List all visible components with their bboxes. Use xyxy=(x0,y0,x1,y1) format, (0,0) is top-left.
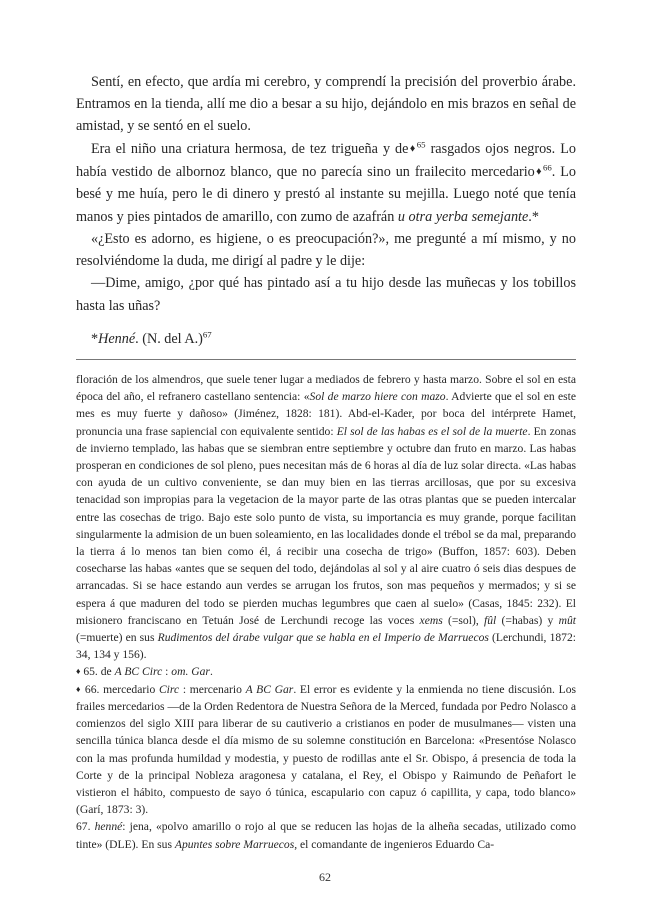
paragraph-4 xyxy=(76,272,576,316)
note-italic: Rudimentos del árabe vulgar que se habla en el Imperio de Marruecos xyxy=(157,631,489,645)
footnote-star: * xyxy=(91,330,99,347)
page-number: 62 xyxy=(319,870,331,884)
footnote-65 xyxy=(76,663,576,680)
note-text: : jena, «polvo amarillo o rojo al que se reducen las hojas de la alheña secadas, utilizado como tinte» (DLE). En sus xyxy=(76,820,576,851)
paragraph-1 xyxy=(76,71,576,138)
note-italic: om. Gar xyxy=(171,665,210,679)
p2-text-c: . Lo besé y me huía, pero le di dinero y prestó al instante su mejilla. Luego noté que tenía manos y pies pintados de amarillo, con zumo de azafrán xyxy=(76,163,577,225)
note-text: (=habas) y xyxy=(496,613,559,627)
note-text: : xyxy=(162,665,172,679)
note-text: . En zonas de invierno templado, las habas que se siembran entre septiembre y octubre dan fruto en marzo. Las habas prosperan en condiciones de sol pleno, pues necesitan más de 6 horas al día de luz solar directa. «Las habas con ayuda de un cultivo conveniente, se dan muy bien en las tierras arcillosas, que por su excesiva tenacidad son impropias para la vegetacion de la mayor parte de las otras plantas que se pueden intercalar entre las cosechas de trigo. Bajo este solo punto de vista, su importancia es muy grande, porque facilitan singularmente la admision de un buen soleamiento, en las localidades donde el trébol se da mal, preparando la tierra á lo menos tan bien como él, á recibir una cosecha de trigo» (Buffon, 1857: 603). Deben cosecharse las habas «antes que se sequen del todo, dejándolas al sol y al aire cuatro ó seis dias despues de arrancadas. Si se hace estando aun verdes se arrugan los frutos, son mas pequeños y mermados; y si se espera á que maduren del todo se pierden muchas legumbres que caen al suelo» (Casas, 1845: 232). El misionero franciscano en Tetuán José de Lerchundi recoge las voces xyxy=(76,424,576,627)
note-italic: Apuntes sobre Marruecos xyxy=(174,837,295,851)
p2-text-d: .* xyxy=(528,208,539,225)
footnote-ref-66: 66 xyxy=(542,161,552,172)
footnote-continued xyxy=(76,371,576,663)
note-italic: henné xyxy=(94,820,123,834)
note-text: (=sol), xyxy=(442,613,485,627)
note-italic: El sol de las habas es el sol de la muerte xyxy=(336,424,528,438)
note-italic: A BC Gar xyxy=(245,682,294,696)
footnote-rest: . (N. del A.) xyxy=(135,330,203,347)
note-text: : mercenario xyxy=(179,682,246,696)
note-text: floración de los almendros, que suele tener lugar a mediados de febrero y hasta marzo. Sobre el sol en esta época del año, el refranero castellano sentencia: « xyxy=(76,373,576,404)
note-text: . El error es evidente y la enmienda no tiene discusión. Los frailes mercedarios —de la Orden Redentora de Nuestra Señora de la Merced, fundada por Pedro Nolasco a comienzos del siglo XIII para liberar de su cautiverio a cristianos en poder de musulmanes— visten una sencilla túnica blanca desde el día mismo de su solemne constitución en Barcelona: «Presentóse Nolasco con la mas profunda humildad y modestia, y puesto de rodillas ante el Sr. Obispo, á presencia de toda la Corte y de la principal Nobleza aragonesa y catalana, el Rey, el Obispo y Raimundo de Peñafort le vistieron el hábito, compuesto de sayo ó túnica, escapulario con capuz ó capillita, y capa, todo blanco» (Garí, 1873: 3). xyxy=(76,682,576,817)
note-text: . xyxy=(209,665,213,679)
p2-text-b: rasgados ojos negros. Lo había vestido de albornoz blanco, que no parecía sino un frailecito mercedario xyxy=(76,140,576,180)
author-footnote xyxy=(76,328,576,350)
footnote-ref-65: 65 xyxy=(416,138,426,149)
paragraph-1-text: Sentí, en efecto, que ardía mi cerebro, y comprendí la precisión del proverbio árabe. Entramos en la tienda, allí me dio a besar a su hijo, dejándolo en mis brazos en señal de amistad, y se sentó en el suelo. xyxy=(76,74,576,135)
note-text: 65. de xyxy=(80,665,115,679)
variant-mark: ♦ xyxy=(534,166,543,178)
variant-mark: ♦ xyxy=(76,666,81,677)
note-text: 66. mercedario xyxy=(81,682,159,696)
paragraph-3-text: «¿Esto es adorno, es higiene, o es preocupación?», me pregunté a mí mismo, y no resolviéndome la duda, me dirigí al padre y le dije: xyxy=(76,230,576,270)
footnotes xyxy=(76,371,576,853)
note-italic: A BC Circ xyxy=(114,665,163,679)
note-text: , el comandante de ingenieros Eduardo Ca- xyxy=(294,837,495,851)
note-text: . Advierte que el sol en este mes es muy fuerte y dañoso» (Jiménez, 1828: 181). Abd-el-Kader, por boca del intérprete Hamet, pronuncia una frase sapiencial con equivalente sentido: xyxy=(76,390,576,438)
paragraph-2 xyxy=(76,138,576,228)
p2-italic: u otra yerba semejante xyxy=(397,208,529,225)
variant-mark: ♦ xyxy=(76,683,82,694)
main-text xyxy=(76,71,576,350)
p2-text-a: Era el niño una criatura hermosa, de tez trigueña y de xyxy=(91,140,409,157)
note-text: 67. xyxy=(76,820,95,834)
footnote-66 xyxy=(76,681,576,819)
footnote-ref-67: 67 xyxy=(202,328,212,339)
paragraph-4-text: —Dime, amigo, ¿por qué has pintado así a tu hijo desde las muñecas y los tobillos hasta las uñas? xyxy=(76,275,576,314)
note-italic: Sol de marzo hiere con mazo xyxy=(309,390,446,404)
footnote-divider xyxy=(76,359,576,360)
footnote-67 xyxy=(76,818,576,852)
note-italic: xems xyxy=(419,613,443,627)
variant-mark: ♦ xyxy=(408,143,417,155)
note-italic: Circ xyxy=(158,682,180,696)
note-text: (Lerchundi, 1872: 34, 134 y 156). xyxy=(76,631,576,662)
note-text: (=muerte) en sus xyxy=(76,631,158,645)
spacer xyxy=(76,317,576,328)
note-italic: mût xyxy=(558,613,576,627)
note-italic: fûl xyxy=(484,613,497,627)
paragraph-3 xyxy=(76,228,576,272)
footnote-italic: Henné xyxy=(98,330,136,347)
